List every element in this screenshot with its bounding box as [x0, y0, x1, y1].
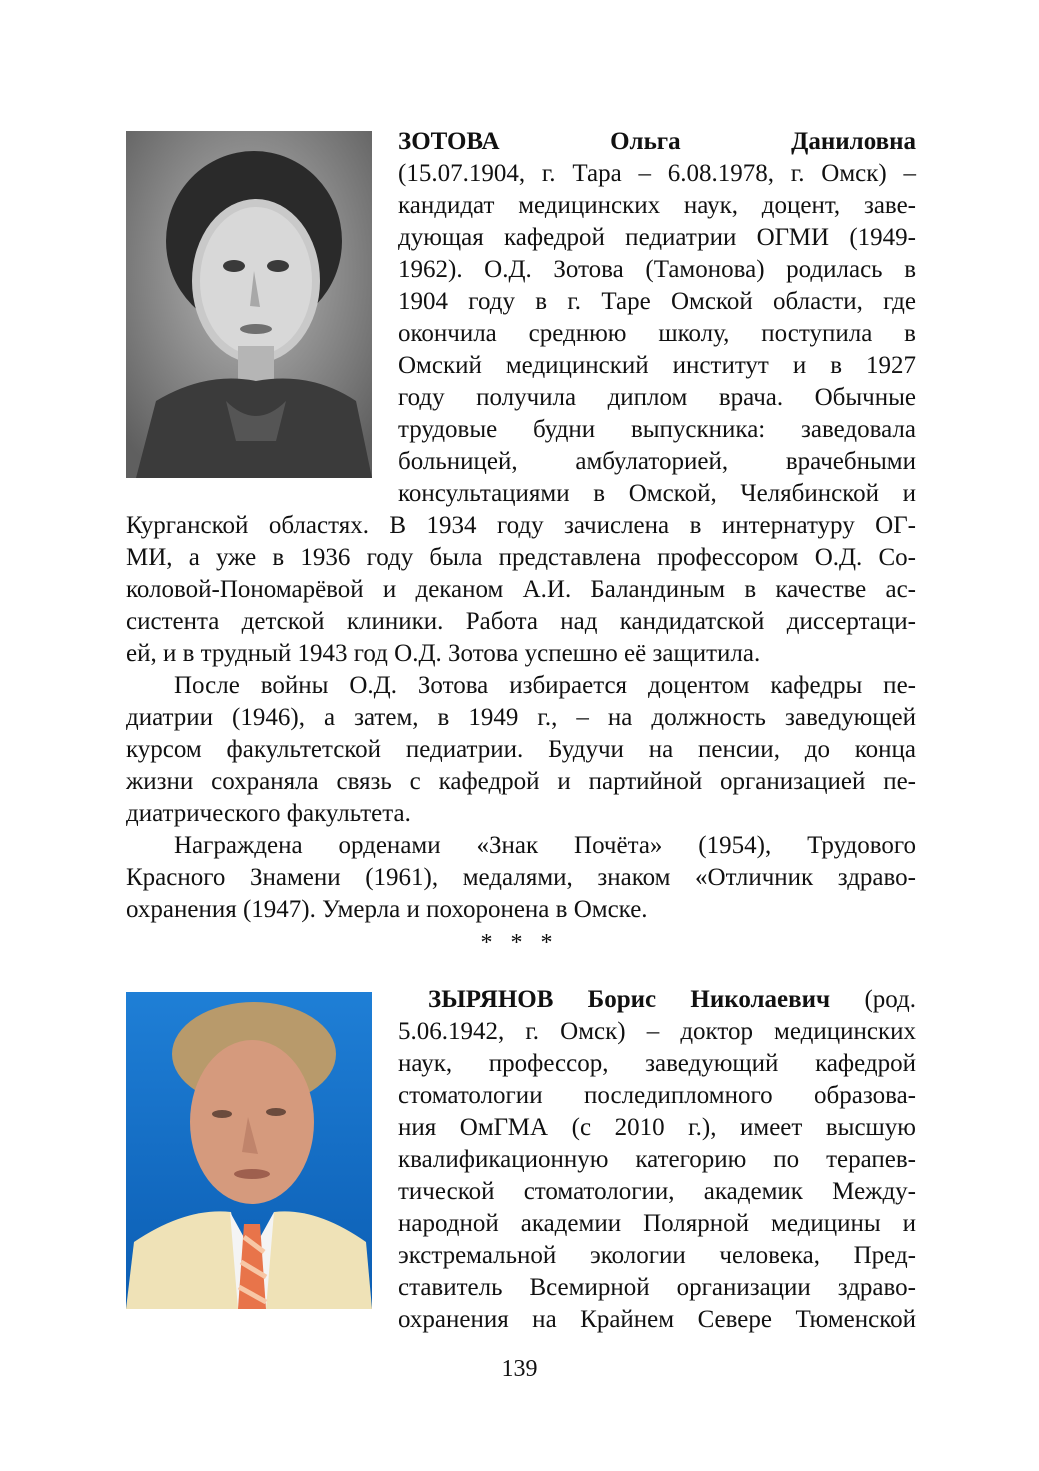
text-line: наук, профессор, заведующий кафедрой: [398, 1050, 916, 1077]
text-line: 1904 году в г. Таре Омской области, где: [398, 288, 916, 315]
section-separator: * * *: [480, 930, 559, 956]
text-line: квалификационную категорию по терапев-: [398, 1146, 916, 1173]
entry1-heading: [398, 126, 916, 158]
text-line: охранения на Крайнем Севере Тюменской: [398, 1306, 916, 1333]
text-line: (15.07.1904, г. Тара – 6.08.1978, г. Омск) –: [398, 160, 916, 187]
entry2-heading: [398, 984, 916, 1016]
text-line: консультациями в Омской, Челябинской и: [398, 480, 916, 507]
text-line: больницей, амбулаторией, врачебными: [398, 448, 916, 475]
text-line: 1962). О.Д. Зотова (Тамонова) родилась в: [398, 256, 916, 283]
text-line: диатрического факультета.: [126, 800, 411, 827]
text-line: курсом факультетской педиатрии. Будучи на пенсии, до конца: [126, 736, 916, 763]
entry1-side-text: [398, 126, 916, 510]
entry2-name: ЗЫРЯНОВ Борис Николаевич: [428, 986, 831, 1013]
text-line: 5.06.1942, г. Омск) – доктор медицинских: [398, 1018, 916, 1045]
text-line: ей, и в трудный 1943 год О.Д. Зотова успешно её защитила.: [126, 640, 761, 667]
entry1-full-text: [126, 510, 916, 926]
text-line: жизни сохраняла связь с кафедрой и партийной организацией пе-: [126, 768, 916, 795]
text-line: МИ, а уже в 1936 году была представлена профессором О.Д. Со-: [126, 544, 916, 571]
text-line: окончила среднюю школу, поступила в: [398, 320, 916, 347]
text-line: дующая кафедрой педиатрии ОГМИ (1949-: [398, 224, 916, 251]
entry1-name-first: Ольга: [610, 128, 681, 155]
text-line: Награждена орденами «Знак Почёта» (1954), Трудового: [174, 832, 916, 859]
portrait-photo-zotova: [126, 131, 372, 478]
text-line: ставитель Всемирной организации здраво-: [398, 1274, 916, 1301]
text-line: трудовые будни выпускника: заведовала: [398, 416, 916, 443]
entry1-name-patronymic: Даниловна: [791, 128, 916, 155]
text-line: ния ОмГМА (с 2010 г.), имеет высшую: [398, 1114, 916, 1141]
entry1-name-surname: ЗОТОВА: [398, 128, 500, 155]
text-line: охранения (1947). Умерла и похоронена в Омске.: [126, 896, 648, 923]
text-line: стоматологии последипломного образова-: [398, 1082, 916, 1109]
portrait-photo-zyryanov: [126, 992, 372, 1309]
entry2-birth-prefix: (род.: [864, 986, 917, 1013]
text-line: кандидат медицинских наук, доцент, заве-: [398, 192, 916, 219]
text-line: После войны О.Д. Зотова избирается доцентом кафедры пе-: [174, 672, 916, 699]
text-line: году получила диплом врача. Обычные: [398, 384, 916, 411]
page-number: 139: [501, 1356, 538, 1382]
text-line: экстремальной экологии человека, Пред-: [398, 1242, 916, 1269]
entry2-side-text: [398, 984, 916, 1336]
text-line: Курганской областях. В 1934 году зачислена в интернатуру ОГ-: [126, 512, 916, 539]
text-line: Омский медицинский институт и в 1927: [398, 352, 916, 379]
text-line: диатрии (1946), а затем, в 1949 г., – на должность заведующей: [126, 704, 916, 731]
text-line: Красного Знамени (1961), медалями, знаком «Отличник здраво-: [126, 864, 916, 891]
text-line: систента детской клиники. Работа над кандидатской диссертаци-: [126, 608, 916, 635]
text-line: тической стоматологии, академик Между-: [398, 1178, 916, 1205]
text-line: народной академии Полярной медицины и: [398, 1210, 916, 1237]
text-line: коловой-Пономарёвой и деканом А.И. Баландиным в качестве ас-: [126, 576, 916, 603]
